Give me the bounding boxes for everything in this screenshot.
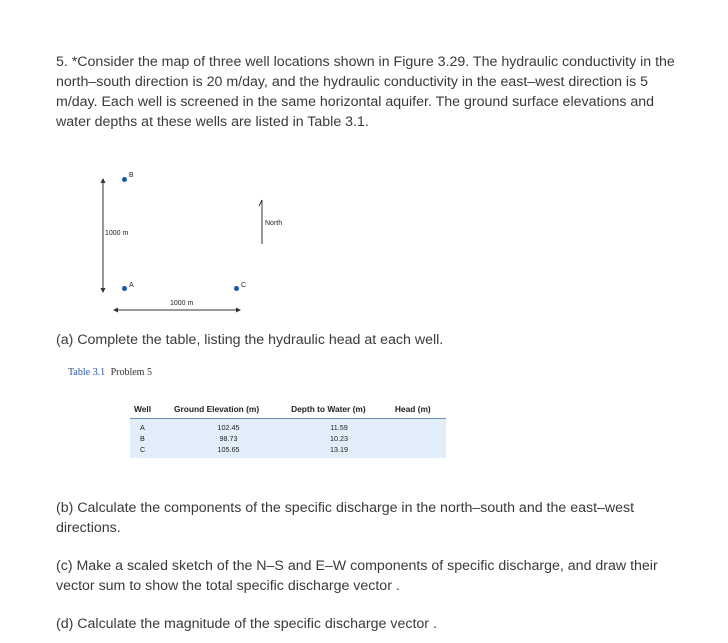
well-b-marker (122, 177, 127, 182)
well-a-label: A (129, 282, 134, 289)
cell-depth-to-water: 11.59 (287, 419, 391, 434)
horizontal-distance-label: 1000 m (170, 300, 194, 307)
well-c-marker (234, 286, 239, 291)
well-b-label: B (129, 172, 134, 179)
cell-well: B (130, 433, 170, 444)
table-row (130, 419, 446, 434)
part-a-text: (a) Complete the table, listing the hydraulic head at each well. (56, 332, 444, 348)
well-a-marker (122, 286, 127, 291)
header-well: Well (130, 398, 170, 419)
cell-depth-to-water: 13.19 (287, 444, 391, 458)
part-c-text: (c) Make a scaled sketch of the N–S and E–W components of specific discharge, and draw their vector sum to show the total specific discharge vector . (56, 558, 658, 594)
table-caption (68, 367, 152, 378)
table-row (130, 433, 446, 444)
north-arrow-icon (259, 200, 262, 244)
header-depth-to-water: Depth to Water (m) (287, 398, 391, 419)
problem-statement: 5. *Consider the map of three well locations shown in Figure 3.29. The hydraulic conductivity in the north–south direction is 20 m/day, and the hydraulic conductivity in the east–west direction is 5 m/day. Each well is screened in the same horizontal aquifer. The ground surface elevations and water depths at these wells are listed in Table 3.1. (56, 54, 675, 130)
cell-well: C (130, 444, 170, 458)
cell-well: A (130, 419, 170, 434)
part-d-text: (d) Calculate the magnitude of the specific discharge vector . (56, 616, 437, 632)
north-label: North (265, 220, 283, 227)
cell-ground-elevation: 98.73 (170, 433, 287, 444)
cell-ground-elevation: 102.45 (170, 419, 287, 434)
cell-head (391, 419, 446, 434)
cell-head (391, 444, 446, 458)
horizontal-dimension-arrow (113, 308, 241, 313)
table-row (130, 444, 446, 458)
cell-ground-elevation: 105.65 (170, 444, 287, 458)
cell-head (391, 433, 446, 444)
header-ground-elevation: Ground Elevation (m) (170, 398, 287, 419)
table-title: Problem 5 (110, 367, 152, 378)
table-number: Table 3.1 (68, 367, 106, 378)
table-header-row (130, 398, 446, 419)
well-c-label: C (241, 282, 247, 289)
vertical-distance-label: 1000 m (105, 230, 129, 237)
well-data-table (130, 398, 446, 458)
header-head: Head (m) (391, 398, 446, 419)
cell-depth-to-water: 10.23 (287, 433, 391, 444)
part-b-text: (b) Calculate the components of the specific discharge in the north–south and the east–west directions. (56, 500, 635, 536)
